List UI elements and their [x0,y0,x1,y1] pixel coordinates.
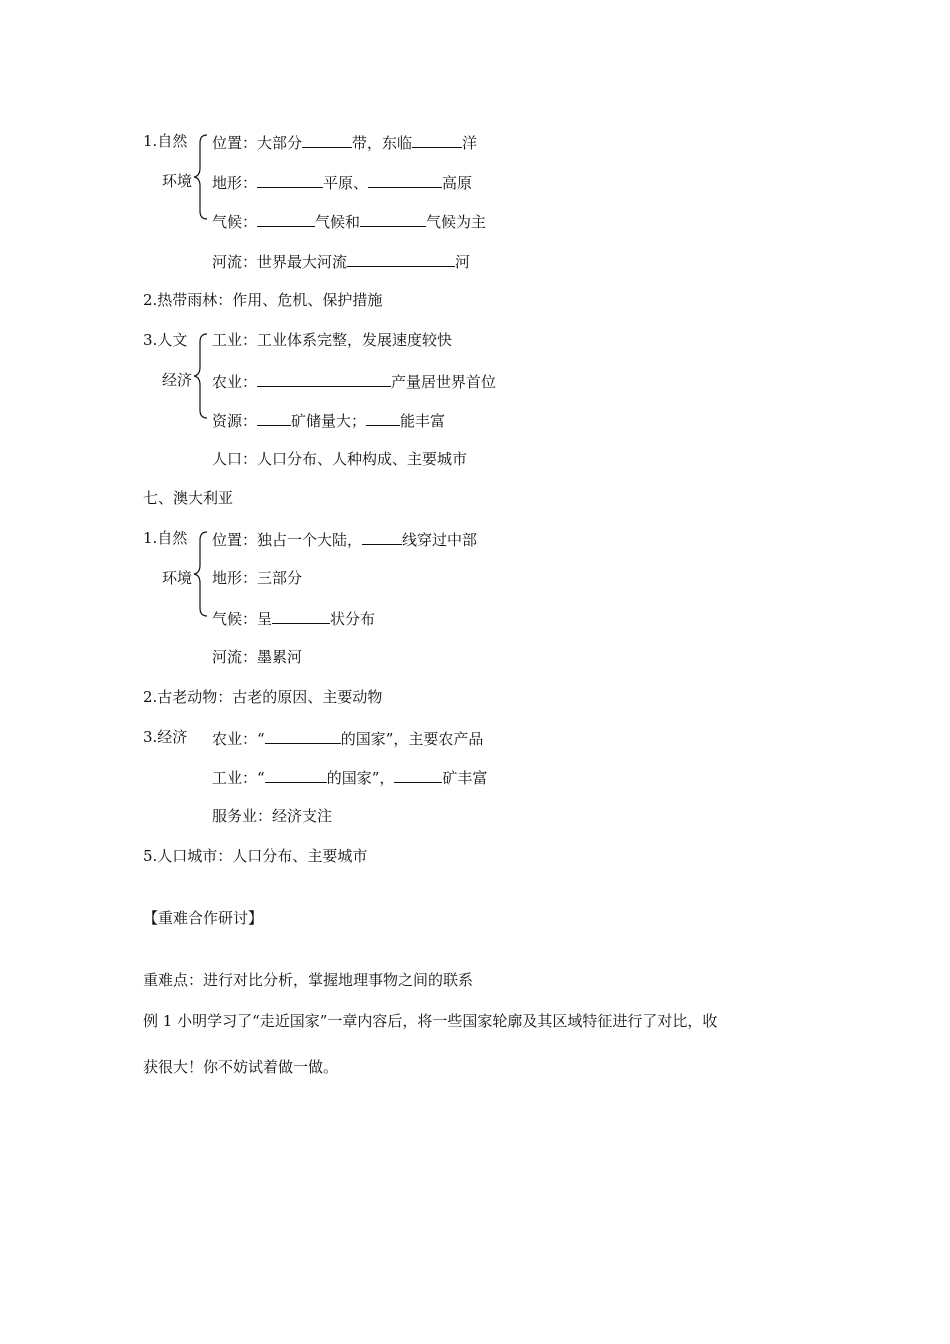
a3-agri-line: 农业：“ 的国家”，主要农产品 [212,727,483,749]
a3-industry-line: 工业：“ 的国家”， 矿丰富 [212,766,487,788]
blank [394,766,442,783]
s1-river-line: 河流：世界最大河流 河 [212,250,470,272]
blank [265,766,327,783]
blank [360,210,426,227]
blank [347,250,455,267]
blank [257,171,323,188]
a5-population-cities: 5.人口城市：人口分布、主要城市 [143,847,368,865]
a1-number: 1.自然 [143,529,188,547]
blank [366,409,400,426]
blank [368,171,442,188]
example-line-2: 获很大！你不妨试着做一做。 [143,1058,339,1076]
s3-number: 3.人文 [143,331,188,349]
s3-resource-line: 资源： 矿储量大； 能丰富 [212,409,445,431]
a1-brace [193,531,209,617]
s3-label-b: 经济 [162,371,193,389]
s3-agri-line: 农业： 产量居世界首位 [212,370,496,392]
s1-terrain-line: 地形： 平原、 高原 [212,171,472,193]
s1-number: 1.自然 [143,132,188,150]
key-point: 重难点：进行对比分析，掌握地理事物之间的联系 [143,971,474,989]
blank [302,131,352,148]
a1-climate-line: 气候：呈 状分布 [212,607,375,629]
example-line-1: 例 1 小明学习了“走近国家”一章内容后，将一些国家轮廓及其区域特征进行了对比，收 [143,1012,718,1030]
s3-industry-line: 工业：工业体系完整，发展速度较快 [212,331,453,349]
section-title: 【重难合作研讨】 [143,909,264,927]
blank [257,370,391,387]
a3-service-line: 服务业：经济支注 [212,807,333,825]
blank [412,131,462,148]
blank [265,727,341,744]
a1-label-b: 环境 [162,569,193,587]
a1-terrain-line: 地形：三部分 [212,569,303,587]
s2-rainforest: 2.热带雨林：作用、危机、保护措施 [143,291,383,309]
s1-climate-line: 气候： 气候和 气候为主 [212,210,486,232]
blank [362,528,402,545]
s3-brace [193,333,209,419]
s1-label-b: 环境 [162,172,193,190]
s1-position-line: 位置：大部分 带，东临 洋 [212,131,477,153]
s1-brace [193,134,209,220]
blank [272,607,330,624]
a2-ancient-animals: 2.古老动物：古老的原因、主要动物 [143,688,383,706]
blank [257,210,315,227]
a1-position-line: 位置：独占一个大陆， 线穿过中部 [212,528,477,550]
blank [257,409,291,426]
a1-river-line: 河流：墨累河 [212,648,303,666]
australia-heading: 七、澳大利亚 [143,489,234,507]
a3-number: 3.经济 [143,728,188,746]
s3-population-line: 人口：人口分布、人种构成、主要城市 [212,450,468,468]
